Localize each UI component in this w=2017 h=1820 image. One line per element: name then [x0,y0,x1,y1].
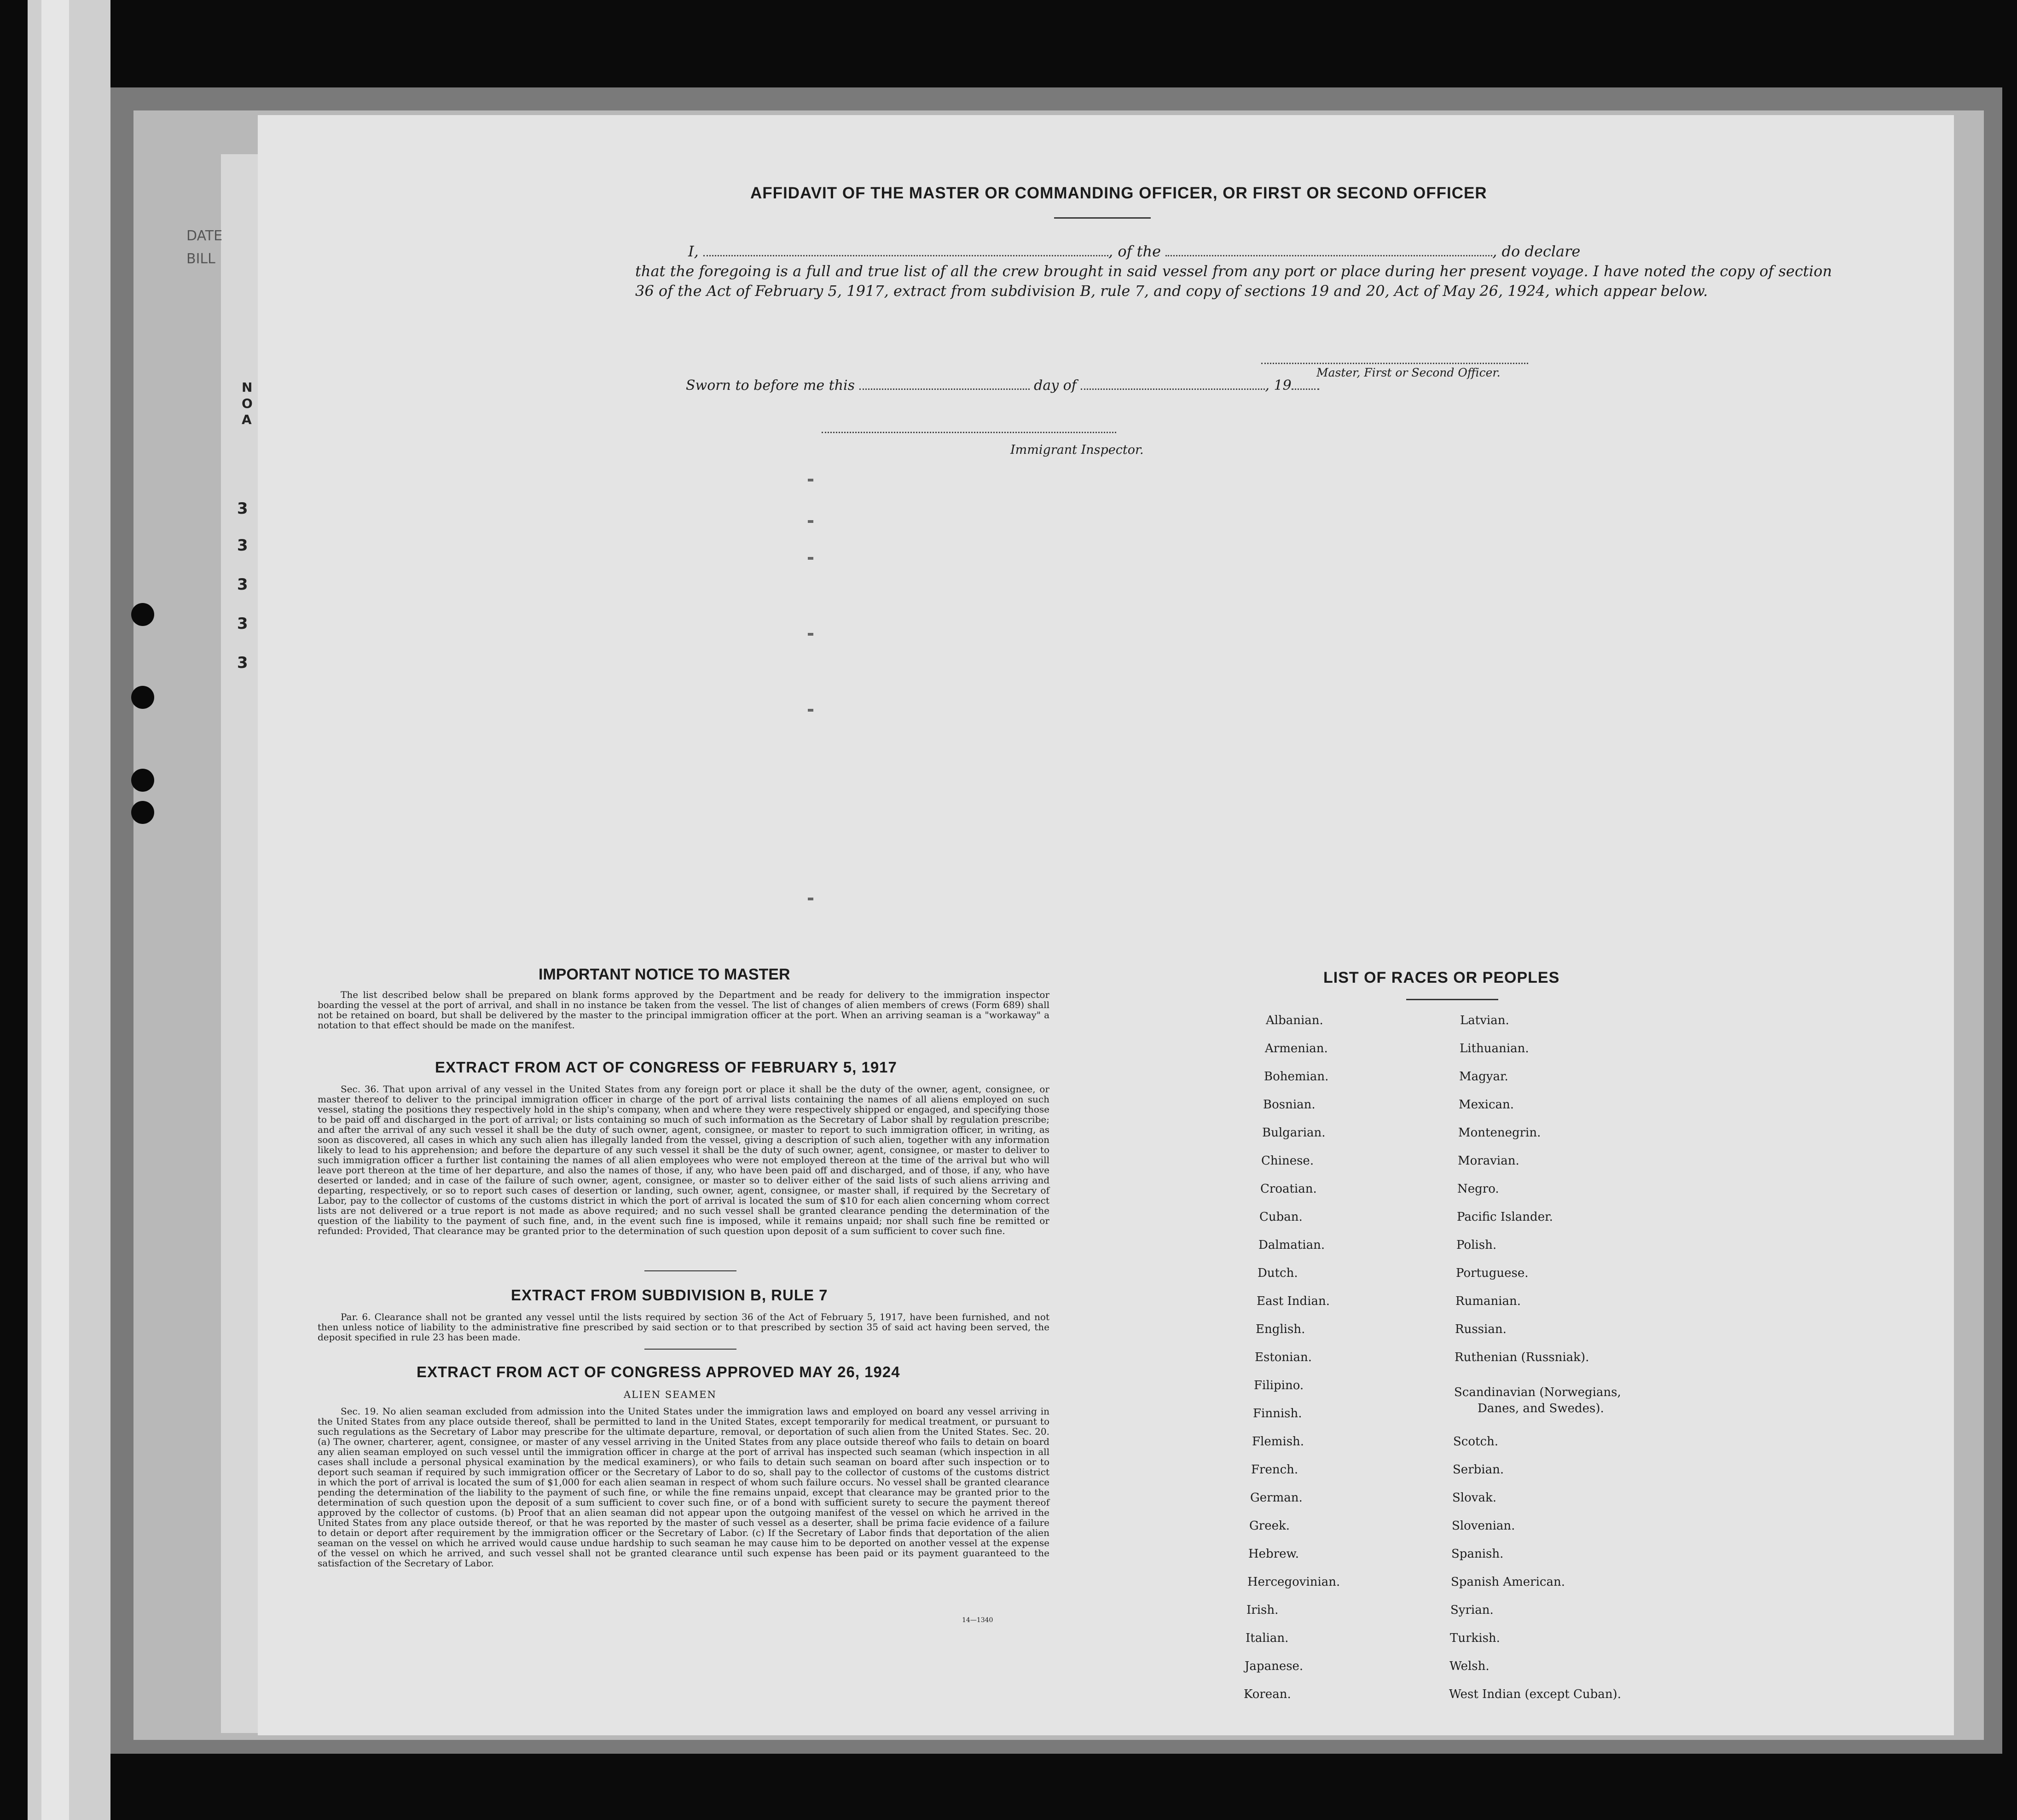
declarant-name-blank[interactable] [703,250,1108,256]
sworn-year-blank[interactable] [1292,384,1319,390]
race-item: Syrian. [1450,1603,1494,1617]
race-item: Cuban. [1259,1210,1303,1224]
master-signature-label: Master, First or Second Officer. [1316,366,1501,379]
race-item: English. [1256,1322,1305,1336]
race-item: West Indian (except Cuban). [1449,1687,1621,1701]
bleed-mark [808,898,813,900]
binder-edge [28,0,110,1820]
date-label: DATE [186,228,223,244]
race-item: Scotch. [1453,1435,1499,1449]
races-rule [1406,999,1498,1000]
race-item: Slovak. [1452,1491,1496,1505]
bleed-mark [808,557,813,560]
race-item: Scandinavian (Norwegians, [1454,1385,1621,1399]
vessel-name-blank[interactable] [1165,250,1492,256]
bill-label: BILL [186,251,215,267]
race-item: German. [1250,1491,1303,1505]
row-number: 3 [237,536,248,555]
row-number: 3 [237,499,248,518]
race-item: Armenian. [1265,1042,1328,1055]
bleed-mark [808,520,813,523]
race-item: Flemish. [1252,1435,1304,1449]
sworn-line [686,377,1319,394]
row-number: 3 [237,614,248,633]
affidavit-form-sheet [258,115,1954,1735]
declare-label: , do declare [1492,243,1581,260]
race-item: Russian. [1455,1322,1507,1336]
header-letter: O [242,396,253,411]
race-item-continued: Danes, and Swedes). [1478,1402,1604,1415]
race-item: Moravian. [1458,1154,1519,1168]
race-item: Spanish American. [1451,1575,1565,1589]
race-item: Turkish. [1450,1631,1500,1645]
race-item: Latvian. [1460,1014,1509,1027]
race-item: Croatian. [1260,1182,1317,1196]
sworn-year: , 19 [1265,377,1292,394]
race-item: Slovenian. [1452,1519,1515,1533]
race-item: Ruthenian (Russniak). [1455,1351,1589,1364]
race-item: Mexican. [1459,1098,1514,1112]
extract-1917-title: EXTRACT FROM ACT OF CONGRESS OF FEBRUARY 5, 1917 [435,1059,897,1076]
race-item: Spanish. [1451,1547,1504,1561]
race-item: Filipino. [1254,1379,1304,1392]
race-item: Japanese. [1245,1659,1304,1673]
punch-hole [131,603,154,626]
declarant-prefix: I, [688,243,699,260]
extract-1917-text: Sec. 36. That upon arrival of any vessel in the United States from any foreign port or place it shall be the duty of the owner, agent, consignee, or master thereof to deliver to the principal immigration officer in charge of the port of arrival lists containing the names of all aliens employed on such vessel, stating the positions they respectively hold in the ship's company, when and where they were respectively shipped or engaged, and specifying those to be paid off and discharged in the port of arrival; or lists containing so much of such information as the Secretary of Labor shall by regulation prescribe; and after the arrival of any such vessel it shall be the duty of such owner, agent, consignee, or master to report to such immigration officer, in writing, as soon as discovered, all cases in which any such alien has illegally landed from the vessel, giving a description of such alien, together with any information likely to lead to his apprehension; and before the departure of any such vessel it shall be the duty of such owner, agent, consignee, or master to deliver to such immigration officer a further list containing the names of all alien employees who were not employed thereon at the time of the arrival but who will leave port thereon at the time of her departure, and also the names of those, if any, who have been paid off and discharged, and of those, if any, who have deserted or landed; and in case of the failure of such owner, agent, consignee, or master so to deliver either of the said lists of such aliens arriving and departing, respectively, or so to report such cases of desertion or landing, such owner, agent, consignee, or master shall, if required by the Secretary of Labor, pay to the collector of customs of the customs district in which the port of arrival is located the sum of $10 for each alien concerning whom correct lists are not delivered or a true report is not made as above required; and no such vessel shall be granted clearance pending the determination of the question of the liability to the payment of such fine, and, in the event such fine is imposed, while it remains unpaid; nor shall such fine be remitted or refunded: Provided, That clearance may be granted prior to the determination of such question upon deposit of a sum sufficient to cover such fine. [318,1084,1049,1236]
punch-hole [131,801,154,824]
race-item: Rumanian. [1455,1294,1521,1308]
races-title: LIST OF RACES OR PEOPLES [1323,969,1560,986]
race-item: Greek. [1249,1519,1290,1533]
sworn-day-blank[interactable] [859,384,1030,390]
row-number: 3 [237,575,248,594]
section-rule [644,1349,736,1350]
race-item: Bosnian. [1263,1098,1316,1112]
section-rule [644,1270,736,1271]
title-rule [1054,217,1151,219]
race-item: French. [1251,1463,1298,1477]
inspector-signature-line[interactable] [822,432,1116,433]
row-number: 3 [237,654,248,672]
punch-hole [131,769,154,792]
bleed-mark [808,709,813,712]
affidavit-title: AFFIDAVIT OF THE MASTER OR COMMANDING OFFICER, OR FIRST OR SECOND OFFICER [750,184,1487,202]
race-item: Hebrew. [1248,1547,1299,1561]
race-item: East Indian. [1257,1294,1330,1308]
race-item: Chinese. [1261,1154,1314,1168]
affidavit-declaration [635,242,1832,301]
race-item: Pacific Islander. [1457,1210,1553,1224]
race-item: Finnish. [1253,1407,1302,1420]
race-item: Estonian. [1255,1351,1312,1364]
race-item: Polish. [1456,1238,1497,1252]
race-item: Italian. [1246,1631,1289,1645]
notice-title: IMPORTANT NOTICE TO MASTER [539,966,790,983]
race-item: Hercegovinian. [1247,1575,1340,1589]
extract-1924-title: EXTRACT FROM ACT OF CONGRESS APPROVED MAY 26, 1924 [417,1363,900,1380]
declaration-line [635,242,1832,261]
sworn-prefix: Sworn to before me this [686,377,855,394]
race-item: Dalmatian. [1258,1238,1325,1252]
race-item: Serbian. [1453,1463,1504,1477]
notice-text: The list described below shall be prepared on blank forms approved by the Department and be ready for delivery to the immigration inspector boarding the vessel at the port of arrival, and shall in no instance be taken from the vessel. The list of changes of alien members of crews (Form 689) shall not be retained on board, but shall be delivered by the master to the principal immigration officer at the port. When an arriving seaman is a "workaway" a notation to that effect should be made on the manifest. [318,989,1049,1031]
race-item: Korean. [1244,1687,1291,1701]
extract-rule7-text: Par. 6. Clearance shall not be granted any vessel until the lists required by section 36 of the Act of February 5, 1917, have been furnished, and not then unless notice of liability to the administrative fine prescribed by said section or to that prescribed by section 35 of said act having been served, the deposit specified in rule 23 has been made. [318,1311,1049,1343]
master-signature-line[interactable] [1261,363,1528,364]
alien-seamen-subtitle: ALIEN SEAMEN [624,1389,717,1400]
inspector-signature-label: Immigrant Inspector. [1010,443,1144,457]
sworn-day-of: day of [1034,377,1077,394]
header-letter: N [242,380,253,395]
sworn-month-blank[interactable] [1081,384,1265,390]
form-code: 14—1340 [962,1617,993,1624]
race-item: Bulgarian. [1262,1126,1326,1140]
race-item: Negro. [1457,1182,1499,1196]
race-item: Dutch. [1258,1266,1298,1280]
race-item: Montenegrin. [1458,1126,1541,1140]
extract-rule7-title: EXTRACT FROM SUBDIVISION B, RULE 7 [511,1287,828,1304]
race-item: Welsh. [1449,1659,1490,1673]
extract-1924-text: Sec. 19. No alien seaman excluded from admission into the United States under the immigration laws and employed on board any vessel arriving in the United States from any place outside thereof, shall be permitted to land in the United States, except temporarily for medical treatment, or pursuant to such regulations as the Secretary of Labor may prescribe for the ultimate departure, removal, or deportation of such alien from the United States. Sec. 20. (a) The owner, charterer, agent, consignee, or master of any vessel arriving in the United States from any place outside thereof who fails to detain on board any alien seaman employed on such vessel until the immigration officer in charge at the port of arrival has inspected such seaman (which inspection in all cases shall include a personal physical examination by the medical examiners), or who fails to detain such seaman on board after such inspection or to deport such seaman if required by such immigration officer or the Secretary of Labor to do so, shall pay to the collector of customs of the customs district in which the port of arrival is located the sum of $1,000 for each alien seaman in respect of whom such failure occurs. No vessel shall be granted clearance pending the determination of the liability to the payment of such fine, or while the fine remains unpaid, except that clearance may be granted prior to the determination of such question upon the deposit of a sum sufficient to cover such fine, or of a bond with sufficient surety to secure the payment thereof approved by the collector of customs. (b) Proof that an alien seaman did not appear upon the outgoing manifest of the vessel on which he arrived in the United States from any place outside thereof, or that he was reported by the master of such vessel as a deserter, shall be prima facie evidence of a failure to detain or deport after requirement by the immigration officer or the Secretary of Labor. (c) If the Secretary of Labor finds that deportation of the alien seaman on the vessel on which he arrived would cause undue hardship to such seaman he may cause him to be deported on another vessel at the expense of the vessel on which he arrived, and such vessel shall not be granted clearance until such expense has been paid or its payment guaranteed to the satisfaction of the Secretary of Labor. [318,1406,1049,1569]
declaration-text: that the foregoing is a full and true list of all the crew brought in said vessel from any port or place during her present voyage. I have noted the copy of section 36 of the Act of February 5, 1917, extract from subdivision B, rule 7, and copy of sections 19 and 20, Act of May 26, 1924, which appear below. [635,262,1832,300]
race-item: Lithuanian. [1460,1042,1529,1055]
bleed-mark [808,633,813,636]
race-item: Albanian. [1266,1014,1323,1027]
race-item: Magyar. [1459,1070,1508,1084]
bleed-mark [808,479,813,481]
of-the-label: , of the [1108,243,1161,260]
punch-hole [131,686,154,709]
header-letter: A [242,412,252,427]
race-item: Bohemian. [1264,1070,1329,1084]
race-item: Portuguese. [1456,1266,1529,1280]
race-item: Irish. [1246,1603,1279,1617]
binder-strip [41,0,69,1820]
